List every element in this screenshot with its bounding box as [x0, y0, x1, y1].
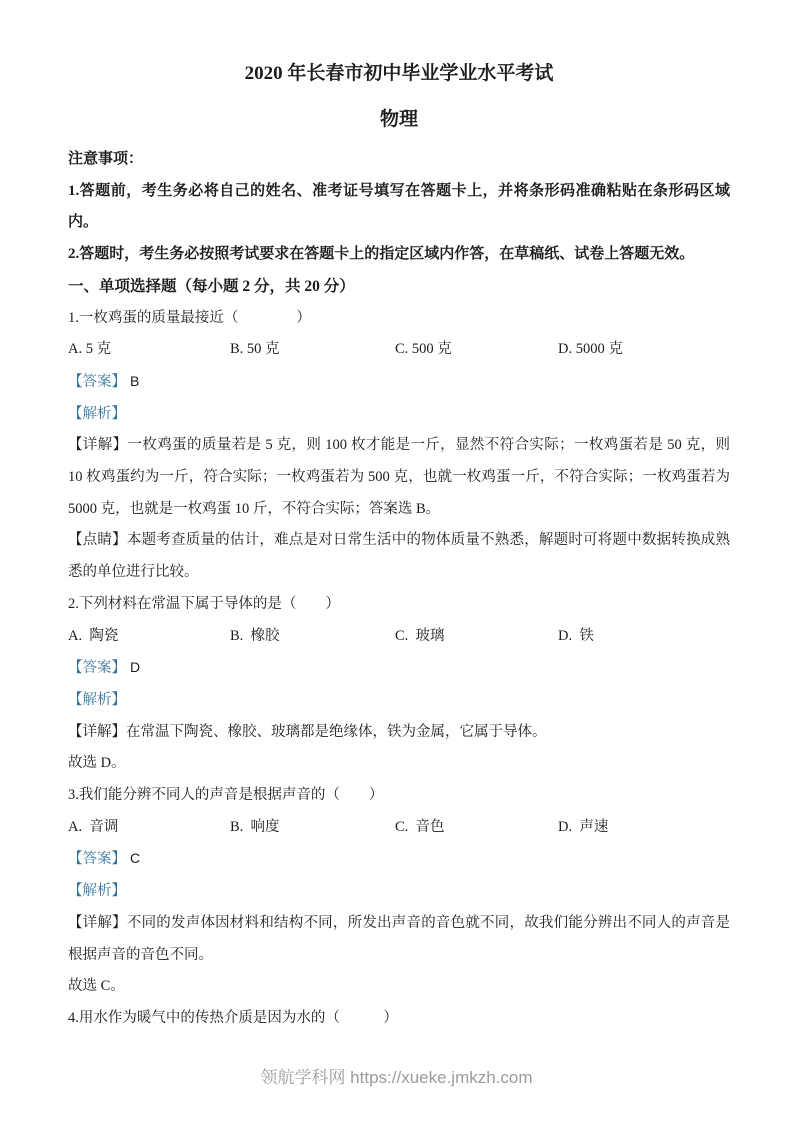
- analysis-line: [68, 399, 730, 431]
- question-stem: 1.一枚鸡蛋的质量最接近（ ）: [68, 309, 311, 326]
- option-b: B. 50 克: [230, 341, 280, 358]
- question-block-3: [68, 780, 730, 1003]
- tip-text: 本题考查质量的估计，难点是对日常生活中的物体质量不熟悉，解题时可将题中数据转换成熟悉的单位进行比较。: [68, 532, 731, 581]
- option-c: C. 500 克: [395, 341, 452, 358]
- options-row: [68, 812, 730, 844]
- answer-line: [68, 652, 730, 685]
- analysis-line: [68, 876, 730, 908]
- question-stem: 4.用水作为暖气中的传热介质是因为水的（ ）: [68, 1009, 398, 1026]
- conclusion-line: 故选 C。: [68, 978, 125, 995]
- detail-text: 一枚鸡蛋的质量若是 5 克，则 100 枚才能是一斤，显然不符合实际；一枚鸡蛋若是 50 克，则 10 枚鸡蛋约为一斤，符合实际；一枚鸡蛋若为 500 克，也就一枚鸡蛋一斤，不符合实际；一枚鸡蛋若为 5000 克，也就是一枚鸡蛋 10 斤，不符合实际；答案选 B。: [68, 437, 731, 517]
- question-block-1: [68, 303, 730, 589]
- question-stem: 3.我们能分辨不同人的声音是根据声音的（ ）: [68, 787, 384, 804]
- option-a: A. 音调: [68, 818, 119, 835]
- answer-label: 【答案】: [68, 851, 126, 868]
- option-b: B. 橡胶: [230, 627, 280, 644]
- option-d: D. 5000 克: [558, 341, 623, 358]
- detail-paragraph: [68, 908, 730, 971]
- detail-label: 【详解】: [68, 723, 126, 740]
- document-body: [68, 144, 730, 1035]
- tip-paragraph: [68, 525, 730, 588]
- question-block-2: [68, 589, 730, 780]
- analysis-label: 【解析】: [68, 405, 126, 422]
- answer-value: C: [130, 850, 141, 867]
- answer-label: 【答案】: [68, 660, 126, 677]
- conclusion-line: 故选 D。: [68, 755, 126, 772]
- detail-label: 【详解】: [68, 437, 128, 454]
- option-b: B. 响度: [230, 818, 280, 835]
- option-a: A. 5 克: [68, 341, 112, 358]
- notice-heading: 注意事项：: [68, 151, 144, 167]
- answer-label: 【答案】: [68, 373, 126, 390]
- detail-paragraph: [68, 717, 730, 749]
- answer-value: B: [130, 372, 140, 389]
- detail-text: 在常温下陶瓷、橡胶、玻璃都是绝缘体，铁为金属，它属于导体。: [126, 723, 547, 740]
- notice-item-1: 1.答题前，考生务必将自己的姓名、准考证号填写在答题卡上，并将条形码准确粘贴在条形码区域内。: [68, 182, 730, 231]
- options-row: [68, 621, 730, 653]
- answer-line: [68, 366, 730, 399]
- option-c: C. 音色: [395, 818, 445, 835]
- notice-item-2: 2.答题时，考生务必按照考试要求在答题卡上的指定区域内作答，在草稿纸、试卷上答题无效。: [68, 246, 695, 263]
- tip-label: 【点睛】: [68, 532, 127, 549]
- detail-label: 【详解】: [68, 914, 127, 931]
- answer-value: D: [130, 659, 141, 676]
- question-block-4: [68, 1003, 730, 1035]
- answer-line: [68, 843, 730, 876]
- section-heading: 一、单项选择题（每小题 2 分，共 20 分）: [68, 277, 355, 295]
- analysis-label: 【解析】: [68, 883, 126, 900]
- detail-paragraph: [68, 430, 730, 525]
- detail-text: 不同的发声体因材料和结构不同，所发出声音的音色就不同，故我们能分辨出不同人的声音是根据声音的音色不同。: [68, 914, 731, 963]
- option-d: D. 声速: [558, 818, 609, 835]
- subject-title: 物理: [379, 109, 418, 130]
- analysis-label: 【解析】: [68, 691, 126, 708]
- page-title: 2020 年长春市初中毕业学业水平考试: [244, 63, 554, 84]
- options-row: [68, 334, 730, 366]
- question-stem: 2.下列材料在常温下属于导体的是（ ）: [68, 595, 340, 612]
- option-a: A. 陶瓷: [68, 627, 119, 644]
- watermark: 领航学科网 https://xueke.jmkzh.com: [260, 1068, 533, 1087]
- analysis-line: [68, 685, 730, 717]
- option-c: C. 玻璃: [395, 627, 445, 644]
- option-d: D. 铁: [558, 627, 594, 644]
